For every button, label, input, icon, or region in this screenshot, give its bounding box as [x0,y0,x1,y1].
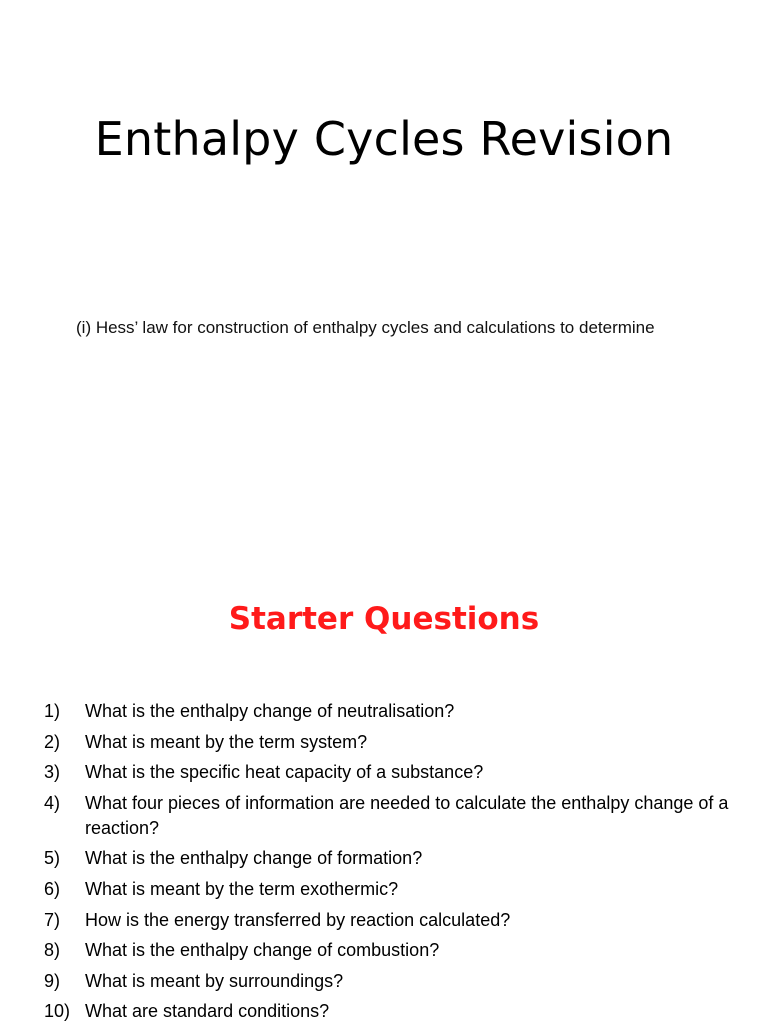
question-list [44,699,744,1030]
question-item [44,938,744,963]
question-text: What four pieces of information are needed to calculate the enthalpy change of a reaction? [85,792,729,838]
question-item [44,791,744,841]
question-number: 3) [44,762,61,783]
starter-questions-heading: Starter Questions [228,601,540,637]
question-number: 7) [44,909,61,930]
question-text: What is meant by surroundings? [85,970,344,991]
question-number: 8) [44,940,61,961]
question-text: How is the energy transferred by reaction calculated? [85,909,511,930]
question-number: 5) [44,848,61,869]
question-text: What is the enthalpy change of formation? [85,848,423,869]
question-text: What is the enthalpy change of neutralisation? [85,701,455,721]
question-item [44,730,744,755]
question-number: 9) [44,970,61,991]
slide-title: Enthalpy Cycles Revision [94,112,674,166]
question-text: What is the specific heat capacity of a substance? [85,762,484,783]
slide-subtitle: (i) Hess’ law for construction of enthalpy cycles and calculations to determine [76,318,655,337]
question-text: What are standard conditions? [85,1001,330,1022]
question-number: 6) [44,878,61,899]
question-item [44,760,744,785]
question-item [44,999,744,1024]
question-number: 10) [44,1001,71,1022]
question-item [44,908,744,933]
question-number: 1) [44,701,61,721]
question-text: What is meant by the term system? [85,731,368,752]
question-item [44,969,744,994]
question-item [44,846,744,871]
question-text: What is the enthalpy change of combustion? [85,940,440,961]
question-text: What is meant by the term exothermic? [85,878,399,899]
question-item [44,699,744,724]
question-number: 4) [44,792,61,813]
question-item [44,877,744,902]
question-number: 2) [44,731,61,752]
